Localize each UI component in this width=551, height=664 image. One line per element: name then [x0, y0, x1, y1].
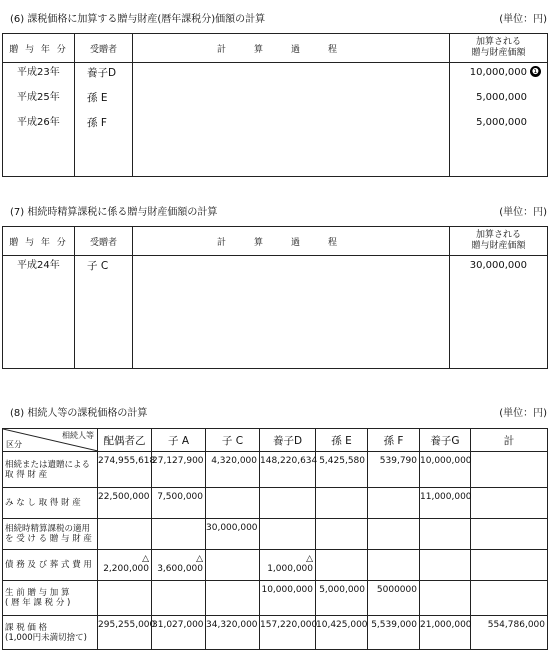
- section8-table: [2, 428, 548, 650]
- column-header: 養子D: [260, 429, 316, 452]
- table-cell: [206, 488, 260, 519]
- table-cell: △ 1,000,000: [260, 550, 316, 581]
- table-cell: 5000000: [368, 581, 420, 616]
- table-cell: [368, 488, 420, 519]
- table-cell: 10,425,000: [316, 616, 368, 650]
- recipient-cell: [75, 63, 133, 177]
- table-row: [3, 616, 548, 650]
- table-cell: 157,220,000: [260, 616, 316, 650]
- recipient-cell: [75, 256, 133, 369]
- column-header: 孫 E: [316, 429, 368, 452]
- row-label: 相続または遺贈による 取 得 財 産: [3, 452, 98, 488]
- table-cell: [316, 488, 368, 519]
- table-cell: 5,539,000: [368, 616, 420, 650]
- column-header: 配偶者乙: [98, 429, 152, 452]
- table-cell: 10,000,000: [420, 452, 471, 488]
- col-amount: 加算される 贈与財産価額: [450, 34, 548, 63]
- table-cell: [420, 550, 471, 581]
- table-cell: [206, 581, 260, 616]
- list-item: 平成23年: [17, 67, 60, 78]
- column-header: 子 C: [206, 429, 260, 452]
- table-cell: [471, 550, 548, 581]
- list-item: 平成24年: [17, 260, 60, 271]
- section8-unit: (単位：円): [499, 408, 547, 419]
- col-calc: 計算過程: [133, 34, 450, 63]
- table-cell: 34,320,000: [206, 616, 260, 650]
- section7-unit: (単位：円): [499, 207, 547, 218]
- table-cell: [152, 581, 206, 616]
- table-cell: 295,255,000: [98, 616, 152, 650]
- section6-unit: (単位：円): [499, 14, 547, 25]
- table-row: [3, 519, 548, 550]
- year-cell: [3, 256, 75, 369]
- col-calc: 計算過程: [133, 227, 450, 256]
- table-cell: 11,000,000: [420, 488, 471, 519]
- table-cell: [471, 581, 548, 616]
- col-recipient: 受贈者: [75, 227, 133, 256]
- col-year: 贈 与 年 分: [3, 34, 75, 63]
- list-item: 養子D: [87, 67, 117, 79]
- section7-table: [2, 226, 548, 369]
- col-year: 贈 与 年 分: [3, 227, 75, 256]
- table-cell: 5,000,000: [316, 581, 368, 616]
- column-header: 計: [471, 429, 548, 452]
- table-cell: [98, 581, 152, 616]
- table-cell: [471, 452, 548, 488]
- table-row: [3, 581, 548, 616]
- table-cell: 148,220,634: [260, 452, 316, 488]
- row-label: 相続時精算課税の適用 を 受 け る 贈 与 財 産: [3, 519, 98, 550]
- section8-title: (8) 相続人等の課税価格の計算: [10, 408, 148, 419]
- table-cell: 31,027,000: [152, 616, 206, 650]
- table-cell: 274,955,618: [98, 452, 152, 488]
- list-item: 孫 F: [87, 117, 107, 129]
- row-label: み な し 取 得 財 産: [3, 488, 98, 519]
- row-label: 生 前 贈 与 加 算 ( 暦 年 課 税 分 ): [3, 581, 98, 616]
- table-cell: △ 2,200,000: [98, 550, 152, 581]
- table-cell: [260, 488, 316, 519]
- column-header: 子 A: [152, 429, 206, 452]
- table-cell: 4,320,000: [206, 452, 260, 488]
- table-cell: 539,790: [368, 452, 420, 488]
- table-cell: [98, 519, 152, 550]
- table-cell: 22,500,000: [98, 488, 152, 519]
- col-amount: 加算される 贈与財産価額: [450, 227, 548, 256]
- section6-table: [2, 33, 548, 177]
- table-cell: [260, 519, 316, 550]
- amount-cell: [450, 256, 548, 369]
- list-item: 孫 E: [87, 92, 108, 104]
- corner-header: 相続人等 区分: [3, 429, 98, 452]
- table-cell: [316, 550, 368, 581]
- table-row: [3, 452, 548, 488]
- row-label: 課 税 価 格 (1,000円未満切捨て): [3, 616, 98, 650]
- table-row: [3, 550, 548, 581]
- table-cell: 7,500,000: [152, 488, 206, 519]
- table-cell: 30,000,000: [206, 519, 260, 550]
- amount-cell: [450, 63, 548, 177]
- calc-cell: [133, 256, 450, 369]
- list-item: 子 C: [87, 260, 109, 272]
- table-cell: 10,000,000: [260, 581, 316, 616]
- row-label: 債 務 及 び 葬 式 費 用: [3, 550, 98, 581]
- column-header: 孫 F: [368, 429, 420, 452]
- section7-title: (7) 相続時精算課税に係る贈与財産価額の計算: [10, 207, 218, 218]
- list-item: 平成26年: [17, 117, 60, 128]
- table-cell: 21,000,000: [420, 616, 471, 650]
- table-cell: [206, 550, 260, 581]
- year-cell: [3, 63, 75, 177]
- table-cell: [368, 519, 420, 550]
- section6-title: (6) 課税価格に加算する贈与財産(暦年課税分)価額の計算: [10, 14, 266, 25]
- list-item: 5,000,000: [476, 117, 527, 128]
- table-cell: [316, 519, 368, 550]
- list-item: 10,000,000 ❶: [469, 67, 540, 78]
- number-1-icon: ❶: [531, 67, 540, 76]
- table-cell: 27,127,900: [152, 452, 206, 488]
- table-cell: [152, 519, 206, 550]
- list-item: 5,000,000: [476, 92, 527, 103]
- table-cell: [368, 550, 420, 581]
- list-item: 30,000,000: [469, 260, 527, 271]
- table-cell: [471, 519, 548, 550]
- column-header: 養子G: [420, 429, 471, 452]
- table-cell: 5,425,580: [316, 452, 368, 488]
- table-cell: [420, 581, 471, 616]
- table-cell: [420, 519, 471, 550]
- list-item: 平成25年: [17, 92, 60, 103]
- table-cell: △ 3,600,000: [152, 550, 206, 581]
- calc-cell: [133, 63, 450, 177]
- col-recipient: 受贈者: [75, 34, 133, 63]
- table-cell: 554,786,000: [471, 616, 548, 650]
- table-row: [3, 488, 548, 519]
- table-cell: [471, 488, 548, 519]
